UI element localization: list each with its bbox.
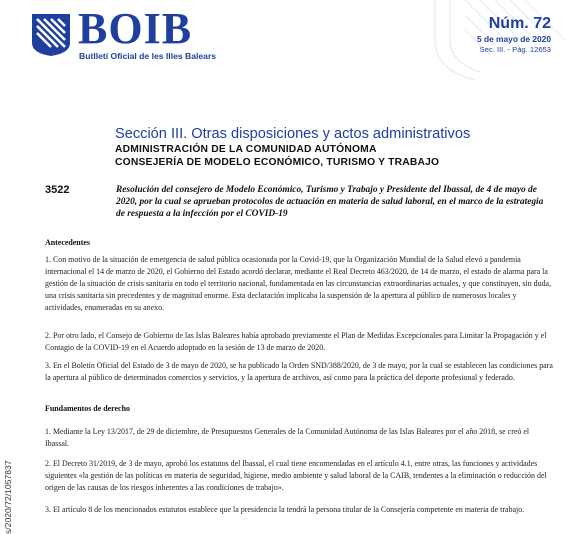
- section-title: Sección III. Otras disposiciones y actos administrativos: [115, 126, 471, 142]
- antecedentes-paragraph-1: 1. Con motivo de la situación de emergencia de salud pública ocasionada por la Covid-19, que la Organización Mundial de la Salud elevó a pandemia internacional el 14 de marzo de 2020, el Gobierno del Estado acordó declarar, mediante el Real Decreto 463/2020, de 14 de marzo, el estado de alarma para la gestión de la situación de crisis sanitaria en todo el territorio nacional, fundamentada en las circunstancias extraordinarias actuales, y que constituyen, sin duda, una crisis sanitaria sin precedentes y de magnitud enorme. Esta declaración implicaba la suspensión de la apertura al público de numerosos locales y actividades, enumeradas en su anexo.: [45, 255, 552, 312]
- balearic-coat-of-arms-icon: [31, 13, 71, 57]
- issue-info: [477, 14, 551, 55]
- document-side-id: s/2020/72/1057837: [3, 460, 13, 534]
- resolution-title: Resolución del consejero de Modelo Económico, Turismo y Trabajo y Presidente del Ibassal, de 4 de mayo de 2020, por la cual se aprueban protocolos de actuación en materia de salud laboral, en el marco de la estrategia de respuesta a la infección por el COVID-19: [116, 185, 544, 219]
- brand-title: BOIB: [78, 4, 193, 53]
- antecedentes-heading: Antecedentes: [45, 238, 90, 247]
- issue-date: 5 de mayo de 2020: [476, 34, 551, 44]
- boib-header: [0, 0, 585, 80]
- fundamentos-paragraph-2: 2. El Decreto 31/2019, de 3 de mayo, aprobó los estatutos del Ibassal, el cual tiene encomendadas en el artículo 4.1, entre otras, las funciones y actividades siguientes «la gestión de las políticas en materia de seguridad, higiene, medio ambiente y salud laboral de la CAIB, tendentes a la eliminación o reducción del origen de las causas de los riesgos inherentes a las condiciones de trabajo».: [45, 459, 547, 492]
- section-page: Sec. III. - Pàg. 12653: [479, 45, 551, 54]
- resolution-number: 3522: [45, 184, 70, 196]
- antecedentes-paragraph-2: 2. Por otro lado, el Consejo de Gobierno de las Islas Baleares había aprobado previamente el Plan de Medidas Excepcionales para Limitar la Propagación y el Contagio de la COVID-19 en el Acuerdo adoptado en la sesión de 13 de marzo de 2020.: [45, 331, 547, 352]
- administration-name: ADMINISTRACIÓN DE LA COMUNIDAD AUTÓNOMA: [115, 144, 377, 155]
- brand-subtitle: Butlletí Oficial de les Illes Balears: [79, 51, 217, 61]
- ministry-name: CONSEJERÍA DE MODELO ECONÓMICO, TURISMO Y TRABAJO: [115, 157, 440, 168]
- fundamentos-heading: Fundamentos de derecho: [45, 404, 130, 413]
- section-heading: [115, 126, 555, 169]
- fundamentos-paragraph-1: 1. Mediante la Ley 13/2017, de 29 de diciembre, de Presupuestos Generales de la Comunidad Autónoma de las Islas Baleares por el año 2018, se creó el Ibassal.: [45, 427, 530, 448]
- fundamentos-paragraph-3: 3. El artículo 8 de los mencionados estatutos establece que la presidencia la tendrá la persona titular de la Consejería competente en materia de trabajo.: [45, 505, 525, 514]
- antecedentes-paragraph-3: 3. En el Boletín Oficial del Estado de 3 de mayo de 2020, se ha publicado la Orden SND/388/2020, de 3 de mayo, por la cual se establecen las condiciones para la apertura al público de determinados comercios y servicios, y la apertura de archivos, así como para la práctica del deporte profesional y federado.: [45, 361, 553, 382]
- issue-number: Núm. 72: [488, 15, 551, 32]
